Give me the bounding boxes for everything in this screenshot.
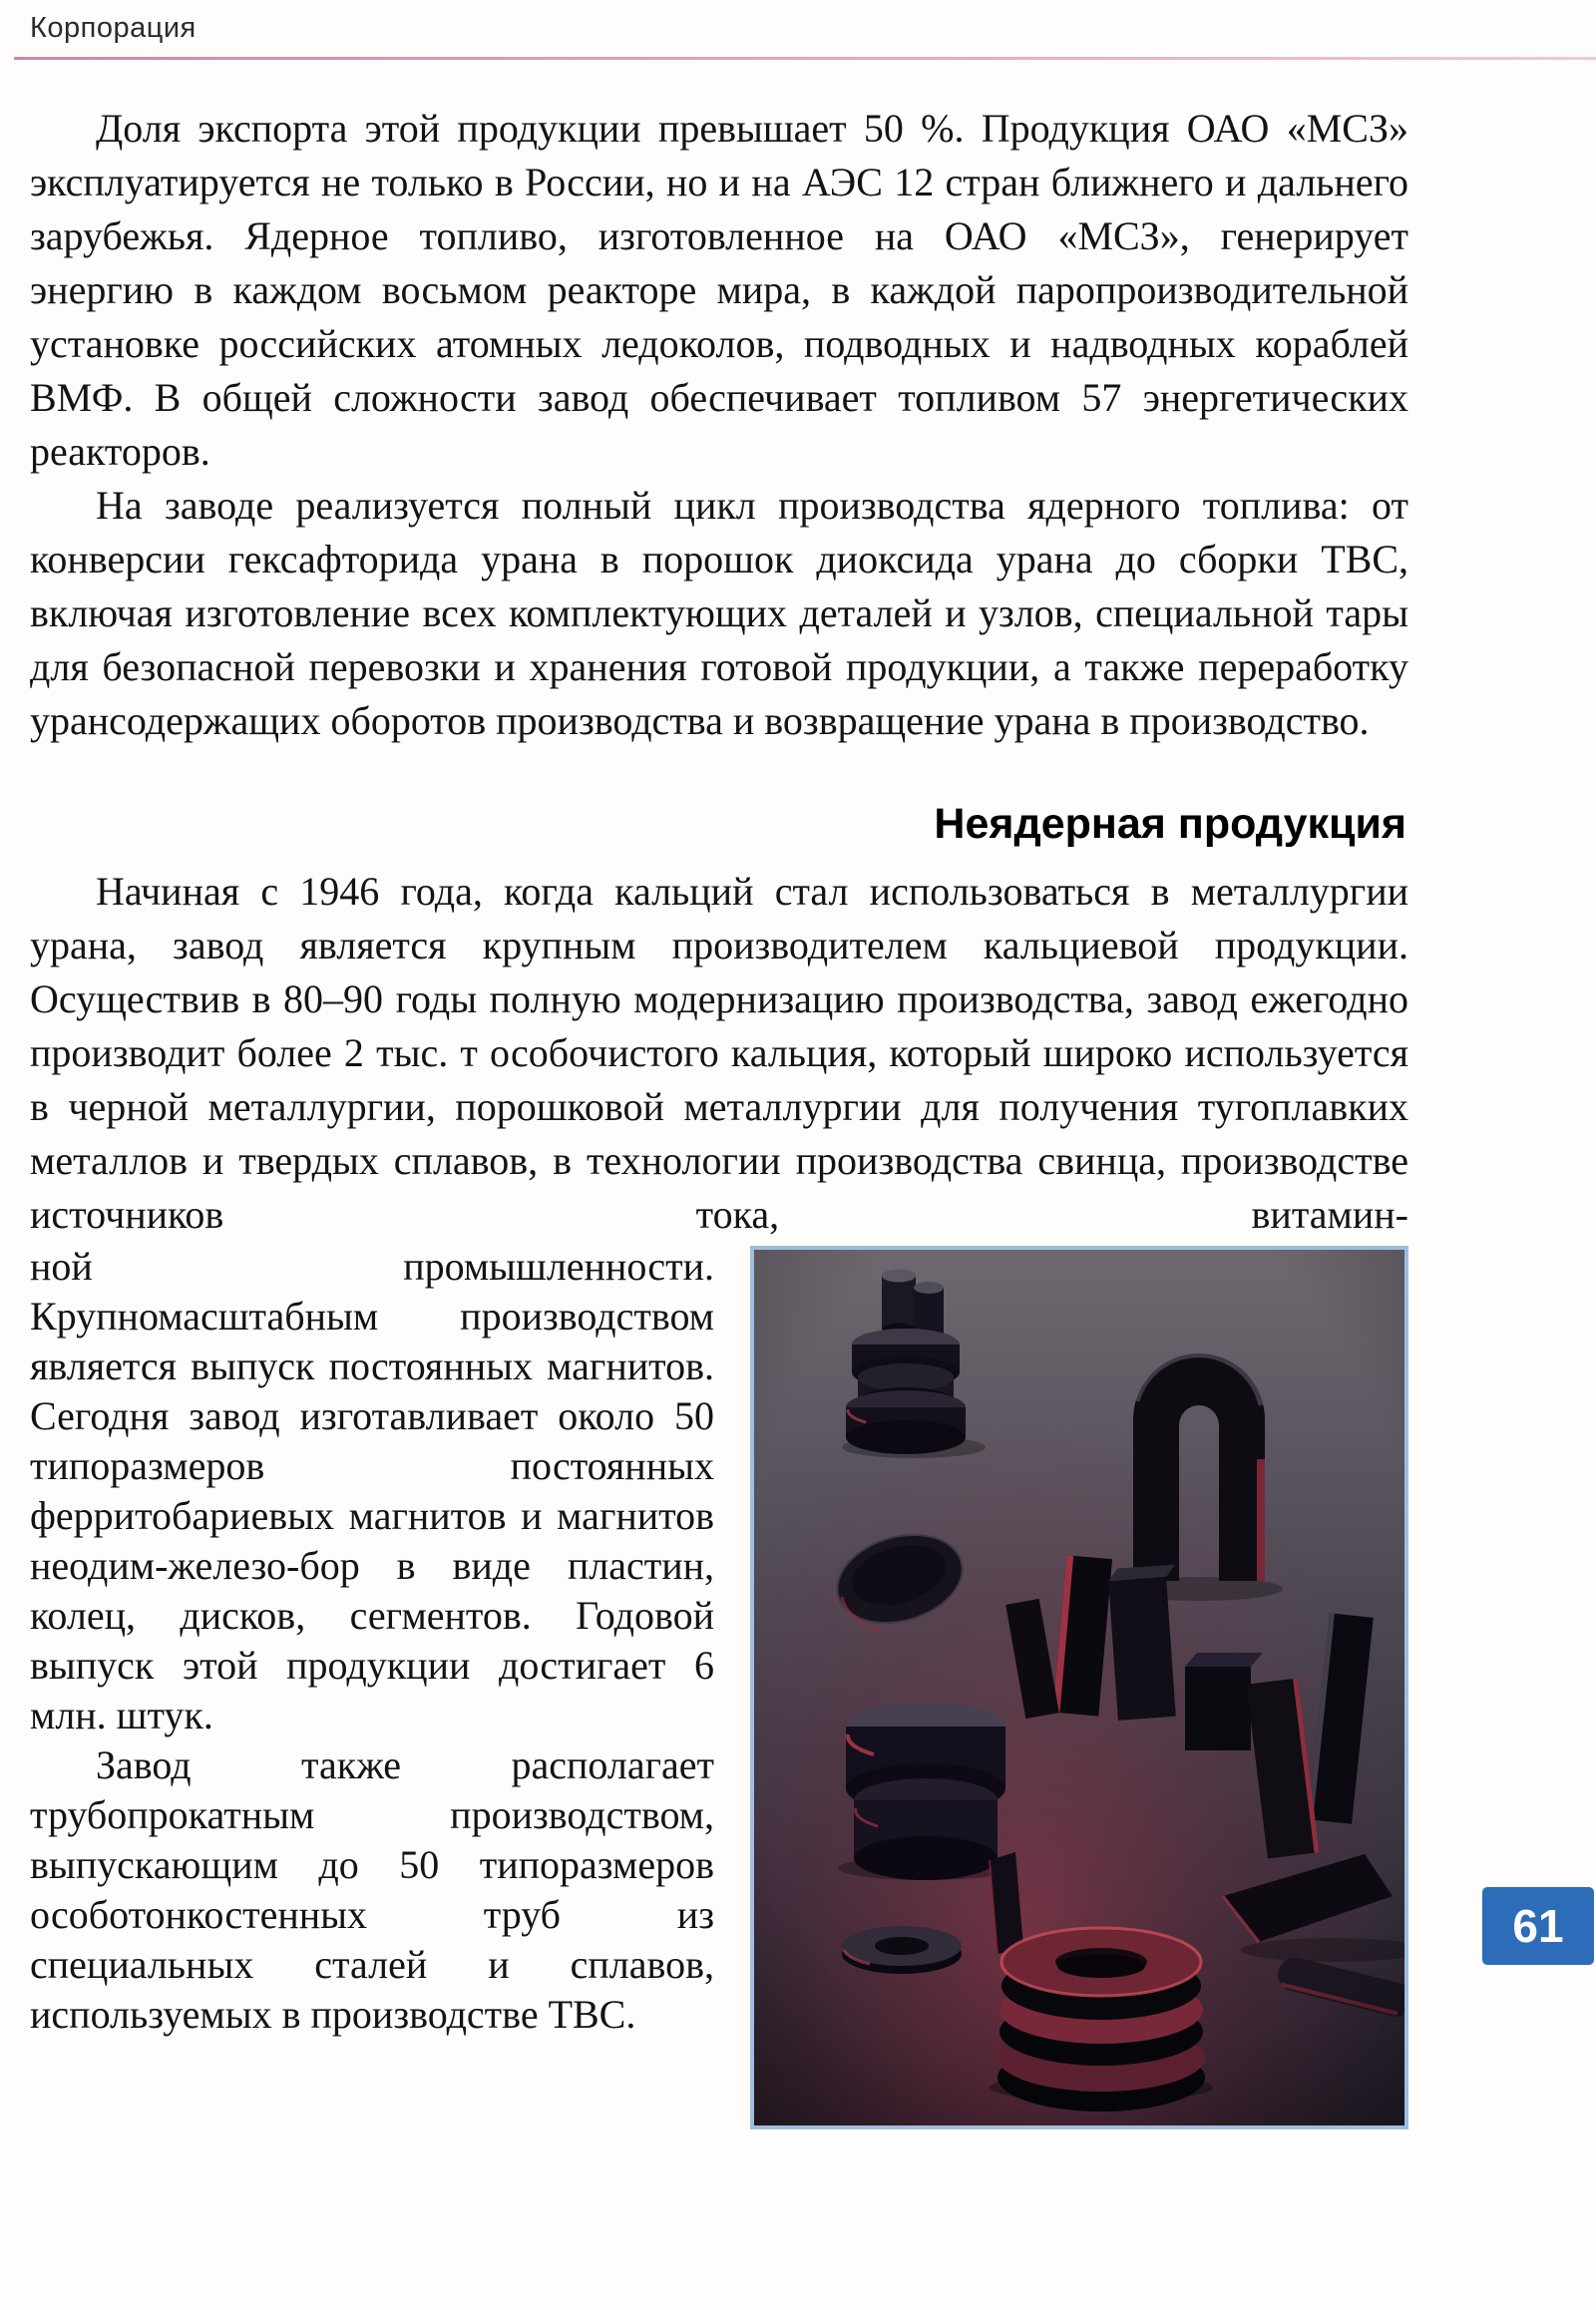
- paragraph-export: Доля экспорта этой продукции превышает 50 %. Продукция ОАО «МСЗ» эксплуатируется не только в России, но и на АЭС 12 стран ближнего и дальнего зарубежья. Ядерное топливо, изготовленное на ОАО «МСЗ», генерирует энергию в каждом восьмом реакторе мира, в каждой паропроизводительной установке российских атомных ледоколов, подводных и надводных кораблей ВМФ. В общей сложности завод обеспечивает топливом 57 энергетических реакторов.: [30, 106, 1408, 474]
- paragraph-calcium-narrow: ной промышленности. Крупномасштабным производством является выпуск постоянных магнитов. Сегодня завод изготавливает около 50 типоразмеров постоянных ферритобариевых магнитов и магнитов неодим-железо-бор в виде пластин, колец, дисков, сегментов. Годовой выпуск этой продукции достигает 6 млн. штук.: [30, 1244, 714, 1737]
- running-header: Корпорация: [30, 12, 197, 44]
- paragraph-pipes: Завод также располагает трубопрокатным производством, выпускающим до 50 типоразмеров особотонкостенных труб из специальных сталей и сплавов, используемых в производстве ТВС.: [30, 1742, 714, 2037]
- page-number: 61: [1512, 1900, 1564, 1952]
- section-heading: Неядерная продукция: [934, 800, 1406, 848]
- text-photo-wrap: [30, 1242, 1408, 2129]
- paragraph-full-cycle: На заводе реализуется полный цикл производства ядерного топлива: от конверсии гексафторида урана в порошок диоксида урана до сборки ТВС, включая изготовление всех комплектующих деталей и узлов, специальной тары для безопасной перевозки и хранения готовой продукции, а также переработку урансодержащих оборотов производства и возвращение урана в производство.: [30, 483, 1408, 743]
- magnets-photo-image: [754, 1250, 1404, 2125]
- article-content: [30, 102, 1408, 2129]
- paragraph-calcium-wide: Начиная с 1946 года, когда кальций стал использоваться в металлургии урана, завод является крупным производителем кальциевой продукции. Осуществив в 80–90 годы полную модернизацию производства, завод ежегодно производит более 2 тыс. т особочистого кальция, который широко используется в черной металлургии, порошковой металлургии для получения тугоплавких металлов и твердых сплавов, в технологии производства свинца, производстве источников тока, витамин-: [30, 869, 1408, 1237]
- header-rule: [14, 57, 1596, 60]
- page-number-badge: [1482, 1887, 1594, 1965]
- magnets-photo-frame: [750, 1246, 1408, 2129]
